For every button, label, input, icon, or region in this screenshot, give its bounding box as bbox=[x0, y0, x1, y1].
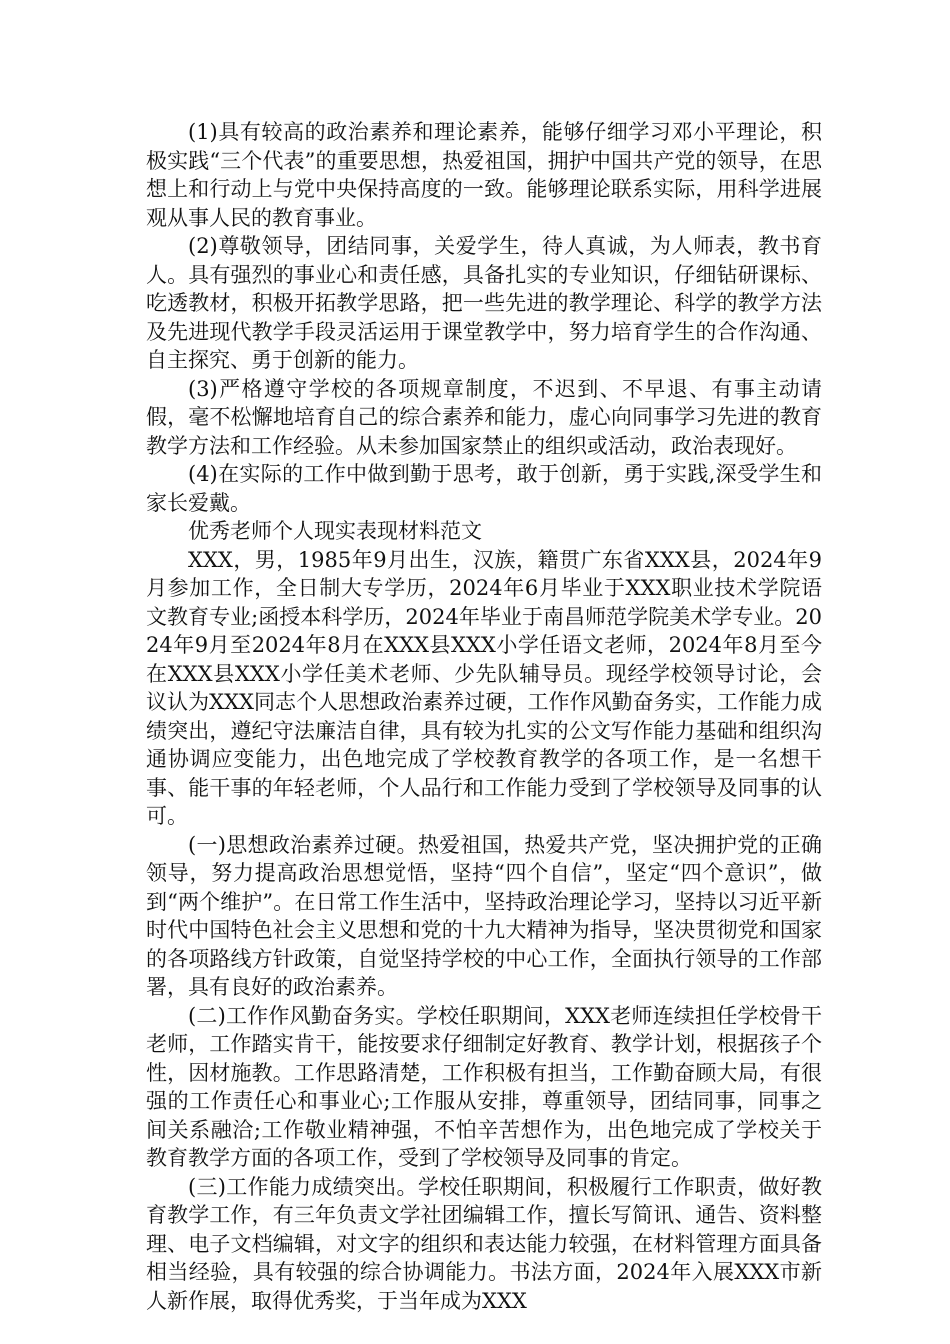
paragraph-5: XXX，男，1985年9月出生，汉族，籍贯广东省XXX县，2024年9月参加工作，全日制大专学历，2024年6月毕业于XXX职业技术学院语文教育专业;函授本科学历，2024年毕业于南昌师范学院美术学专业。2024年9月至2024年8月在XXX县XXX小学任语文老师，2024年8月至今在XXX县XXX小学任美术老师、少先队辅导员。现经学校领导讨论，会议认为XXX同志个人思想政治素养过硬，工作作风勤奋务实，工作能力成绩突出，遵纪守法廉洁自律，具有较为扎实的公文写作能力基础和组织沟通协调应变能力，出色地完成了学校教育教学的各项工作，是一名想干事、能干事的年轻老师，个人品行和工作能力受到了学校领导及同事的认可。 bbox=[146, 547, 822, 828]
paragraph-4: (4)在实际的工作中做到勤于思考，敢于创新，勇于实践,深受学生和家长爱戴。 bbox=[146, 462, 822, 515]
paragraph-7: (二)工作作风勤奋务实。学校任职期间，XXX老师连续担任学校骨干老师，工作踏实肯干，能按要求仔细制定好教育、教学计划，根据孩子个性，因材施教。工作思路清楚，工作积极有担当，工作勤奋顾大局，有很强的工作责任心和事业心;工作服从安排，尊重领导，团结同事，同事之间关系融洽;工作敬业精神强，不怕辛苦想作为，出色地完成了学校关于教育教学方面的各项工作，受到了学校领导及同事的肯定。 bbox=[146, 1003, 822, 1170]
paragraph-1: (1)具有较高的政治素养和理论素养，能够仔细学习邓小平理论，积极实践“三个代表”的重要思想，热爱祖国，拥护中国共产党的领导，在思想上和行动上与党中央保持高度的一致。能够理论联系实际，用科学进展观从事人民的教育事业。 bbox=[146, 120, 822, 230]
paragraph-3: (3)严格遵守学校的各项规章制度，不迟到、不早退、有事主动请假，毫不松懈地培育自己的综合素养和能力，虚心向同事学习先进的教育教学方法和工作经验。从未参加国家禁止的组织或活动，政治表现好。 bbox=[146, 376, 822, 458]
paragraph-6: (一)思想政治素养过硬。热爱祖国，热爱共产党，坚决拥护党的正确领导，努力提高政治思想觉悟，坚持“四个自信”，坚定“四个意识”，做到“两个维护”。在日常工作生活中，坚持政治理论学习，坚持以习近平新时代中国特色社会主义思想和党的十九大精神为指导，坚决贯彻党和国家的各项路线方针政策，自觉坚持学校的中心工作，全面执行领导的工作部署，具有良好的政治素养。 bbox=[146, 832, 822, 999]
document-body bbox=[146, 118, 822, 1315]
paragraph-2: (2)尊敬领导，团结同事，关爱学生，待人真诚，为人师表，教书育人。具有强烈的事业心和责任感，具备扎实的专业知识，仔细钻研课标、吃透教材，积极开拓教学思路，把一些先进的教学理论、科学的教学方法及先进现代教学手段灵活运用于课堂教学中，努力培育学生的合作沟通、自主探究、勇于创新的能力。 bbox=[146, 234, 822, 372]
section-title: 优秀老师个人现实表现材料范文 bbox=[188, 519, 482, 543]
paragraph-8: (三)工作能力成绩突出。学校任职期间，积极履行工作职责，做好教育教学工作，有三年负责文学社团编辑工作，擅长写简讯、通告、资料整理、电子文档编辑，对文字的组织和表达能力较强，在材料管理方面具备相当经验，具有较强的综合协调能力。书法方面，2024年入展XXX市新人新作展，取得优秀奖，于当年成为XXX bbox=[146, 1174, 822, 1313]
